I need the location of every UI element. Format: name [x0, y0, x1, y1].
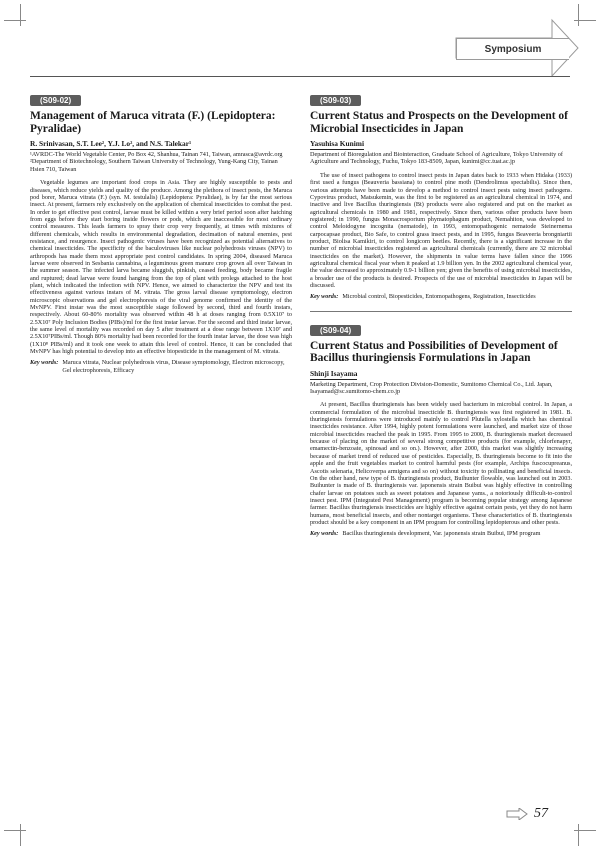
crop-mark	[578, 824, 579, 846]
article-authors: R. Srinivasan, S.T. Lee², Y.J. Lo², and N.S. Talekar¹	[30, 139, 192, 148]
session-tag: (S09-03)	[310, 95, 361, 106]
left-column	[30, 90, 292, 374]
article-title: Management of Maruca vitrata (F.) (Lepidoptera: Pyralidae)	[30, 110, 276, 135]
right-column	[310, 90, 572, 538]
keywords-text: Maruca vitrata, Nuclear polyhedrosis virus, Disease symptomology, Electron microscopy, Gel electrophoresis, Efficacy	[62, 359, 285, 374]
article-abstract: The use of insect pathogens to control insect pests in Japan dates back to 1933 when Hidaka (1933) first used a fungus (Beauveria bassiana) to control pine moth (Dendrolimus spectabilis). Since then, various attempts have been made to develop a method to control insect pests using insect pathogens. Cypovirus product, Matsukemin, was the first to be registered as an agricultural chemical in 1974, and inactive and live Bacillus thuringiensis (Bt) products were also registered and put on the market as agricultural chemicals in 1980 and 1981, respectively. Since then, various other products have been registered; in 1990, fungus Monacrosporium phymatophagum product, Nemahiton, was developed to control Meloidogyne incognita (nematode), in 1993, entomopathogenic nematode Steinernema carpocapsae product, Bio Safe, to control grass insect pests, and in 1995, fungus Beaveeria brongniartii product, Biolisa Kamikiri, to control longicorn beetles. Recently, there is a significant increase in the number of microbial insecticides registered as agricultural chemicals (currently, there are 32 microbial insecticides on the market). However, the shipments in value terms have fallen since the 1996 agricultural chemical fiscal year when it peaked at 1.9 billion yen. In the 2002 agricultural chemical year, the value decreased to approximately 0.9-1 billion yen; given the benefits of using microbial insecticides, a broader use of the products is desired. Prospects of the use of microbial insecticides in Japan will be discussed.	[310, 171, 572, 289]
article-affiliation: Marketing Department, Crop Protection Division-Domestic, Sumitomo Chemical Co., Ltd. Japan, Isayamad@sc.sumitomo-chem.co.jp	[310, 380, 553, 396]
keywords	[30, 359, 292, 374]
article-abstract: Vegetable legumes are important food crops in Asia. They are highly susceptible to pests and diseases, which reduce yields and quality of the produce. Among the plethora of insect pests, the Maruca pod borer, Maruca vitrata (F.) (syn. M. testulalis) (Lepidoptera: Pyralidae), is by far the most serious insect. At present, farmers rely exclusively on the application of chemical insecticides to combat the pest. In order to get effective pest control, larvae must be killed within a very brief period soon after hatching from eggs before they start boring inside flowers or pods, which are inaccessible for most ordinary control measures. This leads farmers to spray their crop very frequently, at times with mixtures of different chemicals, which results in environmental degradation, decimation of natural enemies, pest resistance, and resurgence. Insect pathogenic viruses have been recognized as potential alternatives to chemical insecticides. The specificity of the baculoviruses like nuclear polyhedrosis viruses (NPV) to arthropods has made them most appropriate pest control candidates. In spring 2004, diseased Maruca larvae were observed in Sesbania cannabina, a leguminous green manure crop grown all over Taiwan in the summer season. The infected larva became sluggish, pinkish, ceased feeding, body became fragile and ruptured; dead larvae were found hanging from the top of plant with prolegs attached to the host plant, which indicated the infection with NPV. Hence, we aimed to characterize the NPV and test its effectiveness against various instars of M. vitrata. The gross larval disease symptomology, electron microscopic observations and gel electrophoresis of the viral genome confirmed the identity of the MvNPV. First instar was the most susceptible stage followed by second, third and fourth instars, respectively. About 60-80% mortality was observed within 48 h at doses ranging from 0.5X10⁷ to 2.5X10⁷ Poly Inclusion Bodies (PIBs)/ml for the first instar larvae. For the second and third instar larvae, the same level of mortality was recorded on day 5 after treatment at a dose range between 1X10⁷ and 2.5X10⁷PIBs/ml. Though 80% mortality had been recorded for the fourth instar larvae, the dose was high (1X10⁸ PIBs/ml) and it took one week to attain this level of control. Hence, it can be concluded that MvNPV has high potential to develop into an effective biopesticide in the management of M. vitrata.	[30, 179, 292, 356]
article-authors: Yasuhisa Kunimi	[310, 139, 365, 148]
keywords-label: Key words:	[310, 530, 339, 538]
keywords	[310, 530, 572, 537]
crop-mark	[4, 20, 26, 21]
crop-mark	[4, 830, 26, 831]
section-label: Symposium	[484, 43, 542, 55]
crop-mark	[20, 4, 21, 26]
session-tag: (S09-04)	[310, 325, 361, 336]
page-arrow-icon	[506, 808, 528, 820]
page-number-text: 57	[534, 806, 548, 821]
article-abstract: At present, Bacillus thuringiensis has been widely used bacterium in microbial control. In Japan, a commercial formulation of the microbial insecticide B. thuringiensis was first registered in 1981. B. thuringiensis formulations were introduced mainly to control Plutella xylostella which has chemical insecticides resistance. After 1994, highly potent formulations were launched, and market size of those microbial insecticides reached the peak in 1995. From 1995 to 2000, B. thuringiensis market decreased because of placing on the market of several strong competitive products (for example, chlorfenapyr, emamectin-benzoate, spinosad and so on.). However, after 2000, this market was slightly increasing because of market trend of reduced use of pesticides. Especially, B. thuringiensis become to fit into the apple and the fruit vegetables market to control harmful pests (for example, Archips fuscocupreanus, Ascotis selenaria, Helicoverpa armigera and so on) without toxicity to pollinating and beneficial insects. On the other hand, new type of B. thuringiensis product, Buihunter flowable, was launched out in 2003. Buihunter is made of B. thuringiensis var. japonensis strain Buibui was highly effective in controlling chafer larvae on potatoes such as sweet potatoes and Japanese yams., a notoriously difficult-to-control insect pest. IPM (Integrated Pest Management) program is becoming popular strategy among Japanese farmer. Bacillus thuringiensis insecticides are highly effective against certain pests, yet they do not harm humans, most beneficial insects, and other nontarget organisms. These characteristics of B. thuringiensis product should be a key component in an IPM program for controlling lepidopterous and other pests.	[310, 401, 572, 526]
section-banner	[456, 38, 569, 60]
header-rule	[30, 76, 570, 77]
session-tag: (S09-02)	[30, 95, 81, 106]
article-affiliation: Department of Bioregulation and Biointeraction, Graduate School of Agriculture, Tokyo University of Agriculture and Technology, Fuchu, Tokyo 183-8509, Japan, kunimi@cc.tuat.ac.jp	[310, 151, 563, 166]
keywords-text: Bacillus thuringiensis development, Var. japonensis strain Buibui, IPM program	[342, 530, 541, 538]
crop-mark	[20, 824, 21, 846]
article-affiliation: ¹AVRDC-The World Vegetable Center, Po Box 42, Shanhua, Tainan 741, Taiwan, amrasca@avrdc.org ²Department of Biotechnology, Southern Taiwan University of Technology, Yung-Kang City, Tainan Hsien 710, Taiwan	[30, 151, 283, 173]
page-number	[506, 806, 548, 822]
article-title: Current Status and Possibilities of Development of Bacillus thuringiensis Formulations in Japan	[310, 339, 558, 365]
article-authors: Shinji Isayama	[310, 368, 358, 378]
keywords-label: Key words:	[30, 359, 59, 367]
article-separator	[310, 311, 572, 312]
keywords-label: Key words:	[310, 293, 339, 301]
keywords-text: Microbial control, Biopesticides, Entomopathogens, Registration, Insecticides	[342, 293, 536, 301]
article-title: Current Status and Prospects on the Development of Microbial Insecticides in Japan	[310, 110, 568, 135]
keywords	[310, 293, 572, 300]
